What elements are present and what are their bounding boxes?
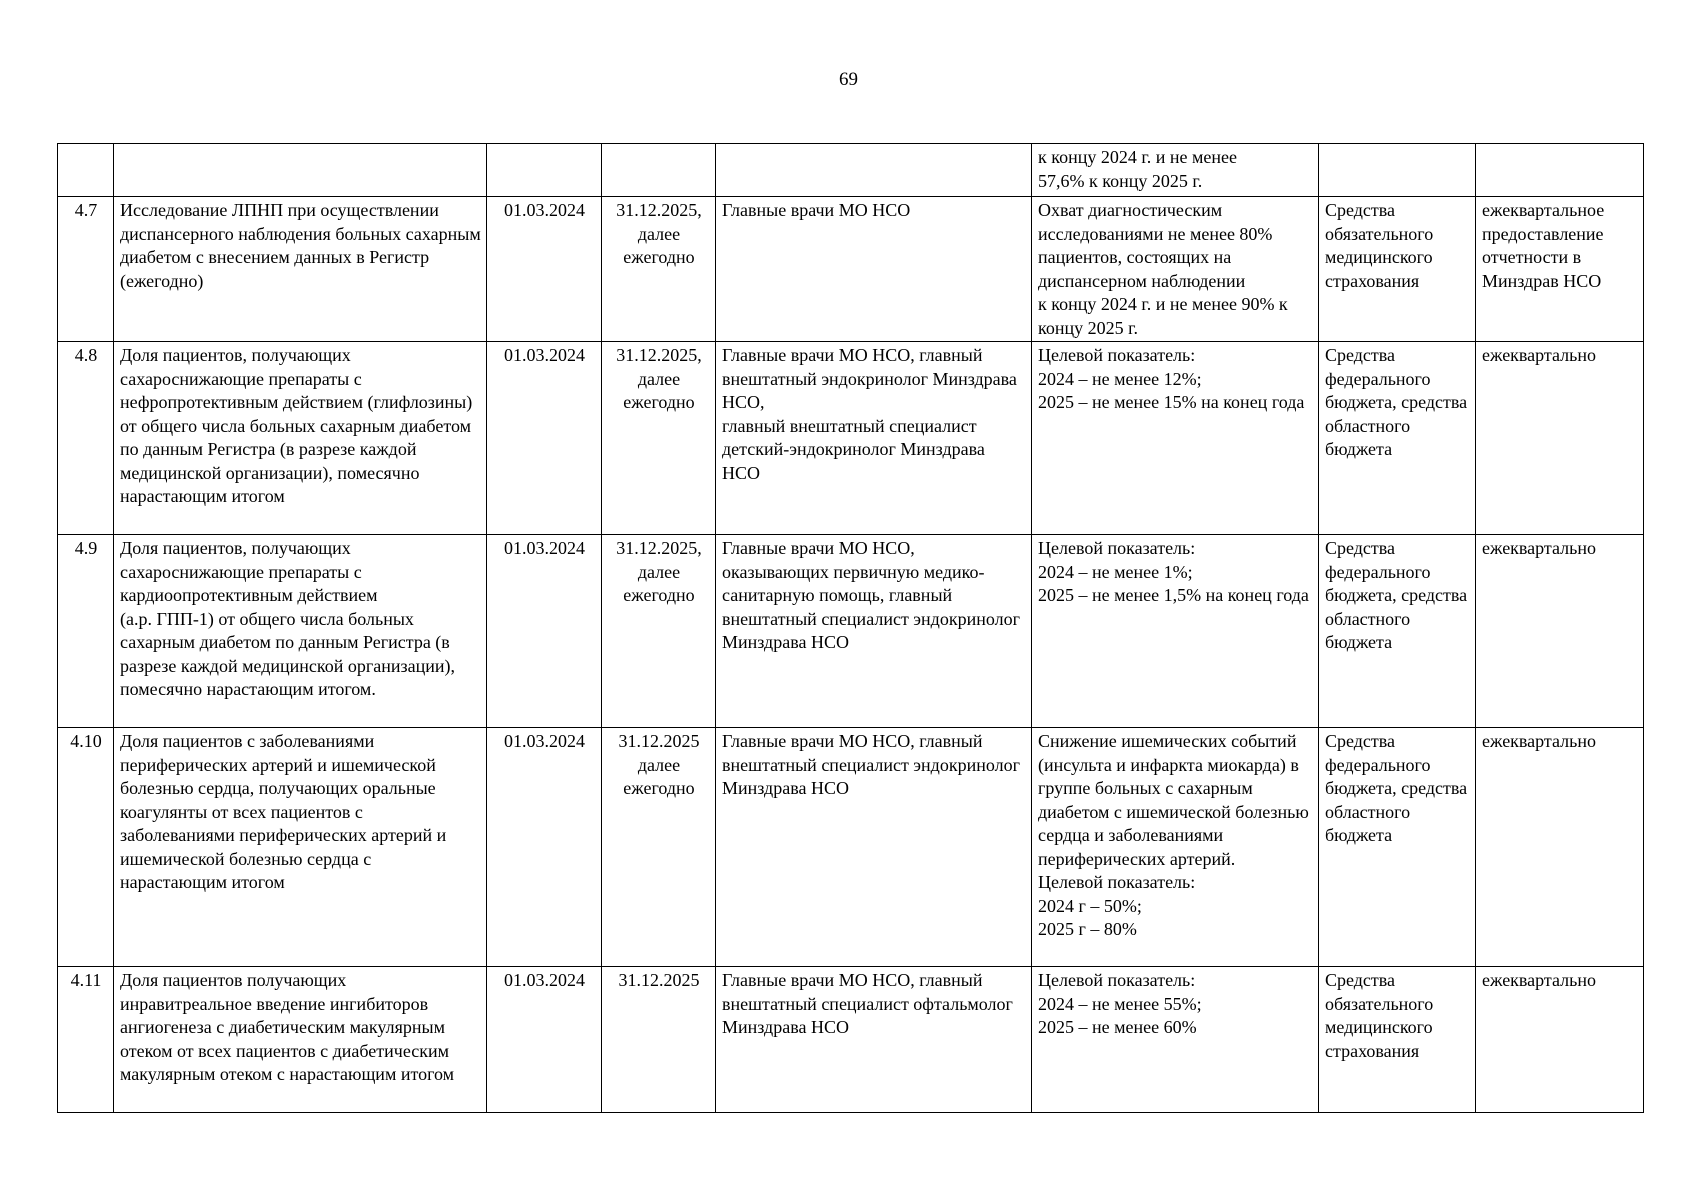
table-row-4-8 — [58, 342, 1644, 535]
activity-name-cell: Доля пациентов, получающих сахароснижающие препараты с кардиоопротективным действием (а.р. ГПП-1) от общего числа больных сахарным диабетом по данным Регистра (в разрезе каждой медицинской организации), помесячно нарастающим итогом. — [114, 535, 487, 728]
activity-name-cell: Доля пациентов получающих инравитреальное введение ингибиторов ангиогенеза с диабетическим макулярным отеком от всех пациентов с диабетическим макулярным отеком с нарастающим итогом — [114, 967, 487, 1113]
table-row-4-10 — [58, 728, 1644, 967]
end-date-cell — [602, 144, 716, 197]
funding-source-cell: Средства федерального бюджета, средства областного бюджета — [1319, 342, 1476, 535]
end-date-cell: 31.12.2025, далее ежегодно — [602, 197, 716, 342]
end-date-cell: 31.12.2025, далее ежегодно — [602, 342, 716, 535]
responsible-cell: Главные врачи МО НСО, главный внештатный эндокринолог Минздрава НСО, главный внештатный специалист детский-эндокринолог Минздрава НСО — [716, 342, 1032, 535]
reporting-cell: ежеквартально — [1476, 967, 1644, 1113]
end-date-cell: 31.12.2025 далее ежегодно — [602, 728, 716, 967]
activity-name-cell: Доля пациентов с заболеваниями периферических артерий и ишемической болезнью сердца, получающих оральные коагулянты от всех пациентов с заболеваниями периферических артерий и ишемической болезнью сердца с нарастающим итогом — [114, 728, 487, 967]
reporting-cell: ежеквартально — [1476, 728, 1644, 967]
expected-result-cell: Целевой показатель: 2024 – не менее 1%; 2025 – не менее 1,5% на конец года — [1032, 535, 1319, 728]
row-number-cell: 4.11 — [58, 967, 114, 1113]
row-number-cell: 4.7 — [58, 197, 114, 342]
end-date-cell: 31.12.2025, далее ежегодно — [602, 535, 716, 728]
reporting-cell: ежеквартально — [1476, 535, 1644, 728]
start-date-cell: 01.03.2024 — [487, 728, 602, 967]
start-date-cell: 01.03.2024 — [487, 342, 602, 535]
row-number-cell: 4.9 — [58, 535, 114, 728]
activity-name-cell: Исследование ЛПНП при осуществлении диспансерного наблюдения больных сахарным диабетом с внесением данных в Регистр (ежегодно) — [114, 197, 487, 342]
row-number-cell: 4.10 — [58, 728, 114, 967]
responsible-cell: Главные врачи МО НСО — [716, 197, 1032, 342]
table-row-4-11 — [58, 967, 1644, 1113]
start-date-cell: 01.03.2024 — [487, 535, 602, 728]
activity-name-cell — [114, 144, 487, 197]
start-date-cell: 01.03.2024 — [487, 197, 602, 342]
expected-result-cell: Целевой показатель: 2024 – не менее 55%; 2025 – не менее 60% — [1032, 967, 1319, 1113]
funding-source-cell: Средства федерального бюджета, средства областного бюджета — [1319, 535, 1476, 728]
start-date-cell: 01.03.2024 — [487, 967, 602, 1113]
reporting-cell: ежеквартально — [1476, 342, 1644, 535]
responsible-cell: Главные врачи МО НСО, оказывающих первичную медико-санитарную помощь, главный внештатный специалист эндокринолог Минздрава НСО — [716, 535, 1032, 728]
funding-source-cell: Средства обязательного медицинского страхования — [1319, 967, 1476, 1113]
row-number-cell: 4.8 — [58, 342, 114, 535]
action-plan-table — [57, 143, 1644, 1113]
expected-result-cell: Охват диагностическим исследованиями не менее 80% пациентов, состоящих на диспансерном наблюдении к концу 2024 г. и не менее 90% к концу 2025 г. — [1032, 197, 1319, 342]
expected-result-cell: к концу 2024 г. и не менее 57,6% к концу 2025 г. — [1032, 144, 1319, 197]
funding-source-cell: Средства обязательного медицинского страхования — [1319, 197, 1476, 342]
expected-result-cell: Снижение ишемических событий (инсульта и инфаркта миокарда) в группе больных с сахарным диабетом с ишемической болезнью сердца и заболеваниями периферических артерий. Целевой показатель: 2024 г – 50%; 2025 г – 80% — [1032, 728, 1319, 967]
expected-result-cell: Целевой показатель: 2024 – не менее 12%; 2025 – не менее 15% на конец года — [1032, 342, 1319, 535]
responsible-cell: Главные врачи МО НСО, главный внештатный специалист офтальмолог Минздрава НСО — [716, 967, 1032, 1113]
table-row-4-9 — [58, 535, 1644, 728]
reporting-cell — [1476, 144, 1644, 197]
page-number: 69 — [839, 69, 858, 90]
funding-source-cell: Средства федерального бюджета, средства областного бюджета — [1319, 728, 1476, 967]
funding-source-cell — [1319, 144, 1476, 197]
end-date-cell: 31.12.2025 — [602, 967, 716, 1113]
start-date-cell — [487, 144, 602, 197]
reporting-cell: ежеквартальное предоставление отчетности в Минздрав НСО — [1476, 197, 1644, 342]
responsible-cell — [716, 144, 1032, 197]
table-row-4-7 — [58, 197, 1644, 342]
table-row-continuation — [58, 144, 1644, 197]
responsible-cell: Главные врачи МО НСО, главный внештатный специалист эндокринолог Минздрава НСО — [716, 728, 1032, 967]
row-number-cell — [58, 144, 114, 197]
activity-name-cell: Доля пациентов, получающих сахароснижающие препараты с нефропротективным действием (глифлозины) от общего числа больных сахарным диабетом по данным Регистра (в разрезе каждой медицинской организации), помесячно нарастающим итогом — [114, 342, 487, 535]
